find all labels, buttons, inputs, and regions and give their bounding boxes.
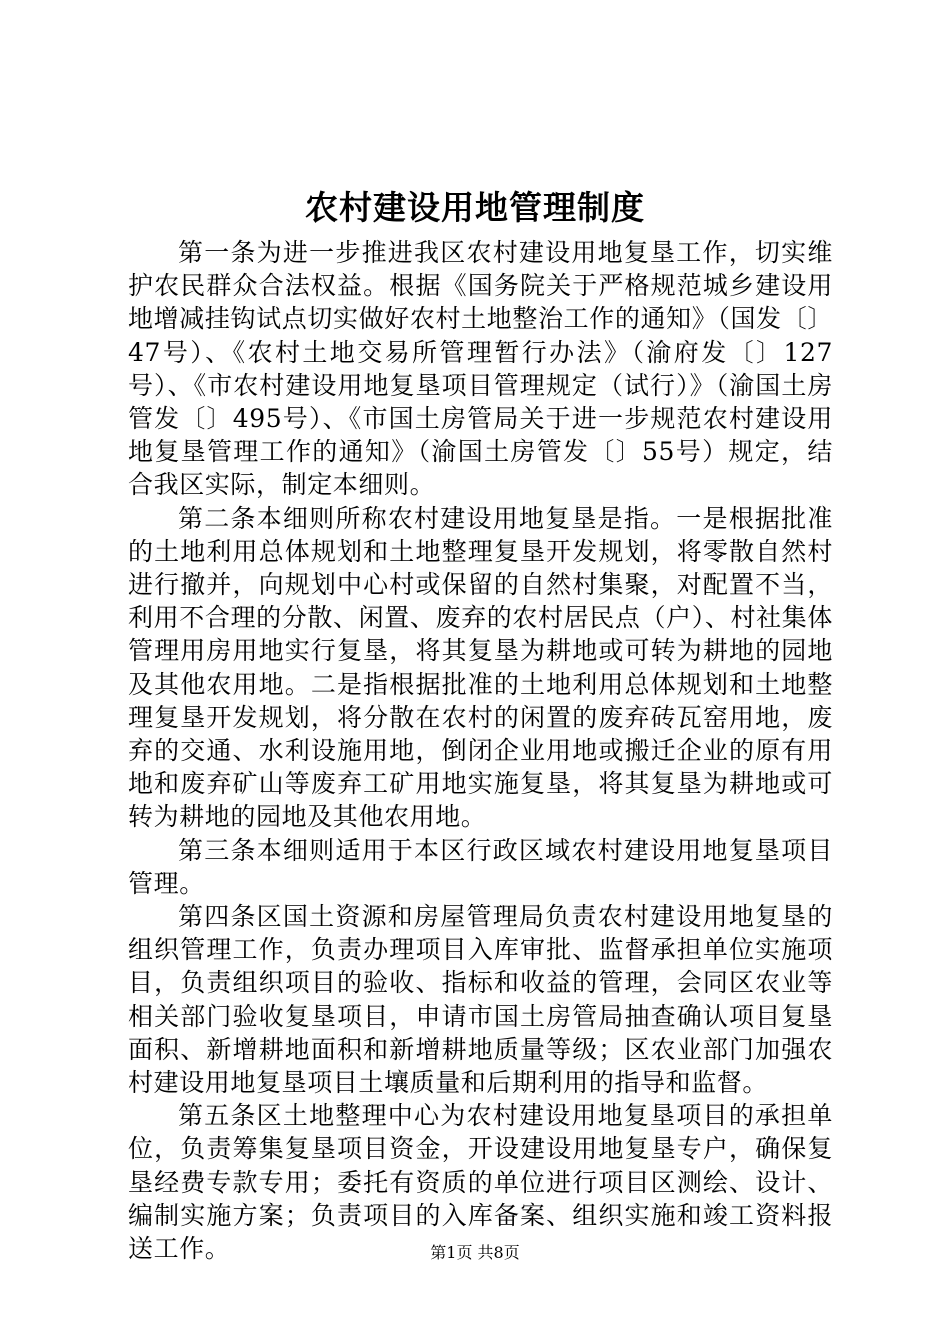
article-1-paragraph: 第一条为进一步推进我区农村建设用地复垦工作，切实维护农民群众合法权益。根据《国务院关于严格规范城乡建设用地增减挂钩试点切实做好农村土地整治工作的通知》（国发〔〕47号）、《农村土地交易所管理暂行办法》（渝府发〔〕127号）、《市农村建设用地复垦项目管理规定（试行）》（渝国土房管发〔〕495号）、《市国土房管局关于进一步规范农村建设用地复垦管理工作的通知》（渝国土房管发〔〕55号）规定，结合我区实际，制定本细则。 [128, 238, 833, 500]
document-body [128, 236, 833, 1265]
article-4-paragraph: 第四条区国土资源和房屋管理局负责农村建设用地复垦的组织管理工作，负责办理项目入库审批、监督承担单位实施项目，负责组织项目的验收、指标和收益的管理，会同区农业等相关部门验收复垦项目，申请市国土房管局抽查确认项目复垦面积、新增耕地面积和新增耕地质量等级；区农业部门加强农村建设用地复垦项目土壤质量和后期利用的指导和监督。 [128, 902, 833, 1098]
article-2-paragraph: 第二条本细则所称农村建设用地复垦是指。一是根据批准的土地利用总体规划和土地整理复垦开发规划，将零散自然村进行撤并，向规划中心村或保留的自然村集聚，对配置不当，利用不合理的分散、闲置、废弃的农村居民点（户）、村社集体管理用房用地实行复垦，将其复垦为耕地或可转为耕地的园地及其他农用地。二是指根据批准的土地利用总体规划和土地整理复垦开发规划，将分散在农村的闲置的废弃砖瓦窑用地，废弃的交通、水利设施用地，倒闭企业用地或搬迁企业的原有用地和废弃矿山等废弃工矿用地实施复垦，将其复垦为耕地或可转为耕地的园地及其他农用地。 [128, 503, 833, 832]
page-number-footer: 第1页 共8页 [430, 1243, 520, 1262]
article-5-paragraph: 第五条区土地整理中心为农村建设用地复垦项目的承担单位，负责筹集复垦项目资金，开设建设用地复垦专户，确保复垦经费专款专用；委托有资质的单位进行项目区测绘、设计、编制实施方案；负责项目的入库备案、组织实施和竣工资料报送工作。 [128, 1101, 833, 1264]
article-3-paragraph: 第三条本细则适用于本区行政区域农村建设用地复垦项目管理。 [128, 835, 833, 898]
document-title: 农村建设用地管理制度 [305, 188, 645, 227]
